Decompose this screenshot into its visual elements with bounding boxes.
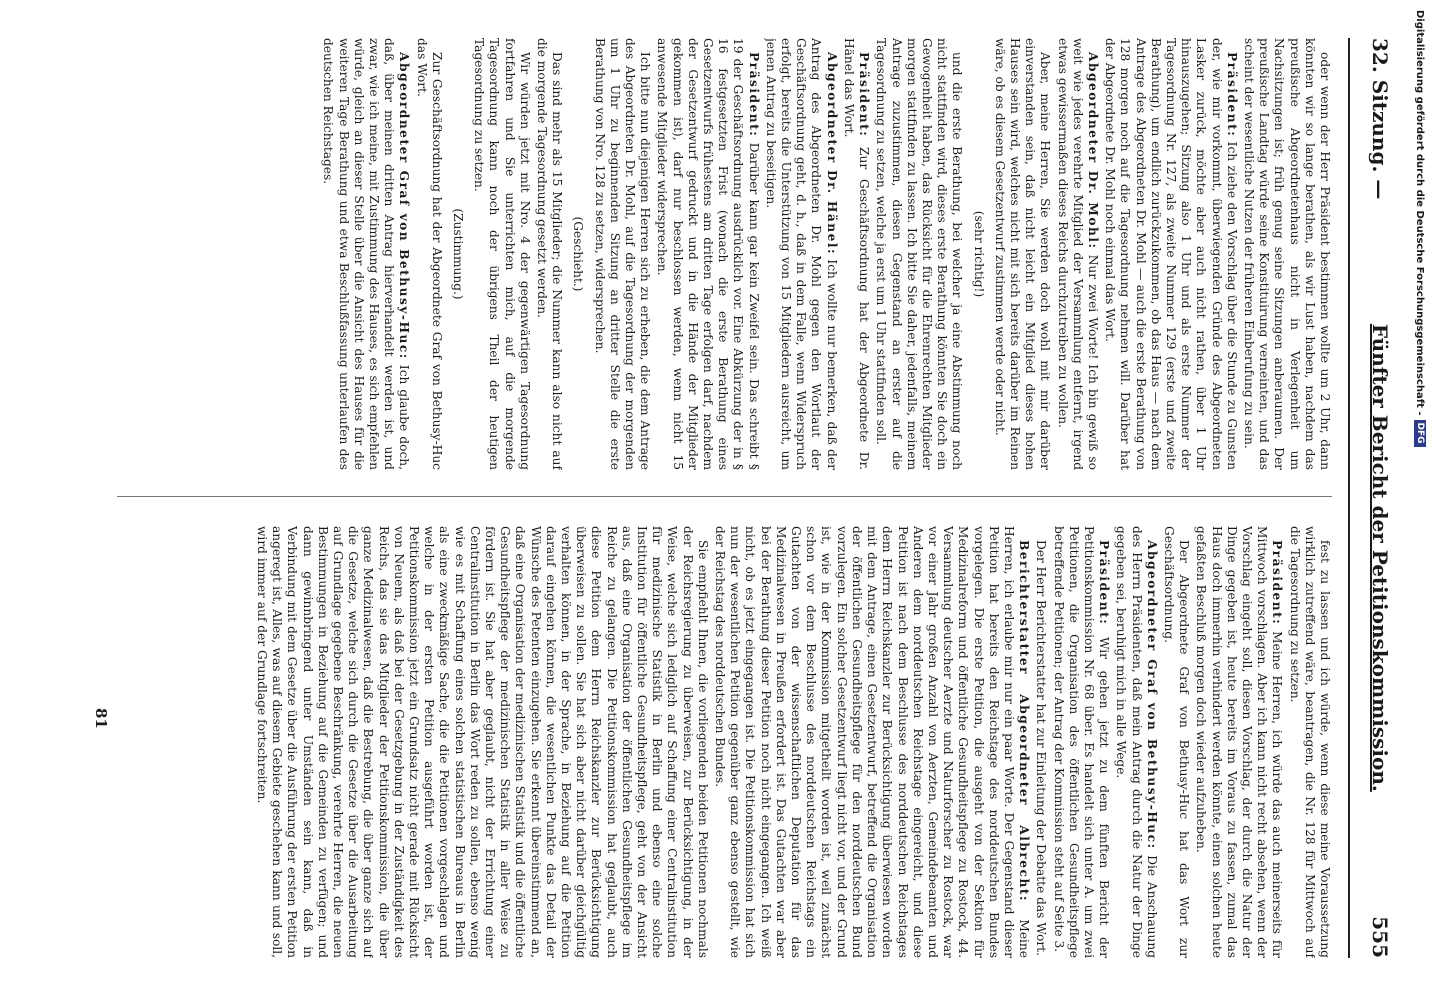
speaker-name: Abgeordneter Graf von Bethusy-Huc: (1144, 540, 1159, 850)
paragraph-text: Zur Geschäftsordnung hat der Abgeordnete Dr. Hänel das Wort. (841, 38, 872, 470)
paragraph (471, 38, 532, 470)
paragraph-text: (sehr richtig!) (971, 210, 986, 298)
paragraph (1286, 526, 1332, 958)
paragraph-text: Wir würden jetzt mit Nro. 4 der gegenwärtigen Tagesordnung fortfahren und Sie unterrichten mich, auf die morgende Tagesordnung kann noch der übrigens Theil der heutigen Tagesordnung zu setzen. (472, 38, 532, 470)
paragraph (712, 526, 1031, 958)
text-column-left (117, 38, 1332, 470)
paragraph-text: oder wenn der Herr Präsident bestimmen wollte um 2 Uhr, dann könnten wir so lange berathen, als wir Lust haben, nachdem das preußische Abgeordnetenhaus nicht in Verlegenheit um Nachsitzungen ist; früh genug seine Sitzungen anberaumen. Der preußische Landtag würde seine Konstituirung verneinten, und das scheint der wesentliche Nutzen der früheren Einberufung zu sein. (1241, 38, 1332, 470)
paragraph-text: Meine Herren, ich erlaube mir nur ein paar Worte. Der Gegenstand dieser Petition hat bereits den Reichstage des norddeutschen Bundes vorgelegen. Die erste Petition, die ausgeht von der Sektion für Medizinalreform und öffentliche Gesundheitspflege zu Rostock, 44. Versammlung deutscher Aerzte und Naturforscher zu Rostock, war vor einer Jahr großen Anzahl von Aerzten, Gemeindebeamten und Anderen dem norddeutschen Reichstage eingereicht, und diese Petition ist nach dem Beschlusse des norddeutschen Reichstages dem Herrn Reichskanzler zur Berücksichtigung überwiesen worden mit dem Antrage, einen Gesetzentwurf, betreffend die Organisation der öffentlichen Gesundheitspflege für den norddeutschen Bund vorzulegen. Ein solcher Gesetzentwurf liegt nicht vor, und der Grund ist, wie in der Kommission mitgetheilt worden ist, weil zunächst schon vor dem Beschlusse des norddeutschen Reichstags ein Gutachten von der wissenschaftlichen Deputation für das Medizinalwesen in Preußen erfordert ist. Das Gutachten war aber bei der Berathung dieser Petition noch nicht eingegangen. Ich weiß nicht, ob es jetzt eingegangen ist. Die Petitionskommission hat sich nun der wesentlichen Petition gegenüber ganz ebenso gestellt, wie der Reichstag des norddeutschen Bundes. (713, 526, 1032, 958)
paragraph (450, 38, 465, 470)
paragraph-text: Wir gehen jetzt zu dem fünften Bericht der Petitionskommission Nr. 68 über. Es handelt sich unter A. um zwei Petitionen, die Organisation des öffentlichen Gesundheitspflege betreffende Petitionen; der Antrag der Kommission steht auf Seite 3. (1051, 526, 1112, 958)
speaker-name: Abgeordneter Dr. Mohl: (1085, 52, 1100, 250)
paragraph (254, 526, 710, 958)
paragraph (1193, 526, 1284, 958)
rotated-page (50, 18, 1410, 978)
paragraph-text: Ich bitte nun diejenigen Herren sich zu erheben, die dem Antrage des Abgeordneten Dr. Mohl, auf die Tagesordnung der morgenden um 1 Uhr zu beginnenden Sitzung an dritter Stelle die erste Berathung von Nro. 128 zu setzen, widersprechen. (592, 38, 653, 470)
paragraph (1241, 38, 1332, 470)
paragraph (841, 38, 871, 470)
paragraph-text: Aber, meine Herren, Sie werden doch wohl mit mir darüber einverstanden sein, daß nicht leicht ein Mitglied dieses hohen Hauses sein wird, welches nicht mit sich bereits darüber im Reinen wäre, ob es diesem Gesetzentwurf zustimmen werde oder nicht. (992, 38, 1053, 470)
paragraph (591, 38, 652, 470)
paragraph-text: Ich glaube doch, daß, über meinen dritten Antrag hierverhandelt werden ist, und zwar, wie ich meine, mit Zustimmung des Hauses, es sich empfehlen würde, gleich an dieser Stelle über die Ansicht des Hauses für die weiteren Tage Berathung und etwa Beschlußfassung unterlaufen des deutschen Reichstages. (321, 38, 412, 470)
speaker-name: Präsident: (857, 52, 872, 138)
paragraph-text: fest zu lassen und ich würde, wenn diese meine Voraussetzung wirklich zutreffend wäre, beantragen, die Nr. 128 für Mittwoch auf die Tagesordnung zu setzen. (1287, 526, 1332, 958)
paragraph-text: (Geschieht.) (571, 216, 586, 292)
paragraph-text: Ich wollte nur bemerken, daß der Antrag des Abgeordneten Dr. Mohl gegen den Wortlaut der Geschäftsordnung geht, d. h., daß in dem Falle, wenn Widerspruch erfolgt, bereits die Unterstützung von 15 Mitgliedern ausreicht, um jenen Antrag zu beseitigen. (763, 38, 839, 470)
speaker-name: Berichterstatter Abgeordneter Albrecht: (1017, 540, 1032, 902)
paragraph (763, 38, 839, 470)
paragraph-text: Ich ziehe den Vorschlag über die Stunde zu Gunsten der, wie mir vorkommt, überwiegenden Gründe des Abgeordneten Lasker zurück, möchte aber auch nicht rathen, über 1 Uhr hinauszugehen; Sitzung also 1 Uhr und als erste Nummer der Tagesordnung Nr. 127, als zweite Nummer 129 (erste und zweite Berathung), um endlich zurückzukommen, ob das Haus — nach dem Antrage des Abgeordneten Dr. Mohl — auch die erste Berathung von 128 morgen noch auf die Tagesordnung nehmen will. Darüber hat der Abgeordnete Dr. Mohl noch einmal das Wort. (1103, 38, 1239, 470)
paragraph-text: Meine Herren, ich würde das auch meinerseits für Mittwoch vorschlagen. Aber ich kann nicht recht absehen, wenn der Vorschlag eingeht soll, diesen Vorschlag, der durch die Natur der Dinge gegeben ist, heute bereits im Voraus zu fassen, zumal das Haus doch immerhin verhindert werden könnte, einen solchen heute gefaßten Beschluß morgen doch wieder aufzuheben. (1194, 526, 1285, 958)
paragraph (1033, 526, 1048, 958)
column-divider (117, 496, 1332, 497)
page-header (1348, 38, 1410, 958)
paragraph-text: Der Herr Berichterstatter hat zur Einleitung der Debatte das Wort. (1034, 540, 1049, 956)
paragraph (1050, 526, 1111, 958)
header-title: Fünfter Bericht der Petitionskommission. (1368, 323, 1392, 792)
paragraph (1054, 38, 1100, 470)
paragraph (413, 38, 443, 470)
dfg-logo: DFG (1414, 420, 1426, 447)
speaker-name: Präsident: (746, 52, 761, 138)
paragraph (1161, 526, 1191, 958)
paragraph (534, 38, 564, 470)
paragraph-text: Das sind mehr als 15 Mitglieder; die Nummer kann also nicht auf die morgende Tagesordnung gesetzt werden. (535, 38, 565, 470)
paragraph-text: und die erste Berathung, bei welcher ja eine Abstimmung noch nicht stattfinden wird, dieses erste Berathung könnten Sie doch ein Gewogenheit haben, das Rücksicht für die Ehrenrechten Mitglieder morgen stattfinden zu lassen. Ich bitte Sie daher, jedenfalls, meinem Antrage zuzustimmen, diesen Gegenstand an erster auf die Tagesordnung zu setzen, welche ja erst um 1 Uhr stattfinden soll. (874, 38, 965, 470)
paragraph-text: (Zustimmung.) (451, 208, 466, 300)
paragraph-text: Der Abgeordnete Graf von Bethusy-Huc hat das Wort zur Geschäftsordnung. (1161, 526, 1192, 958)
speaker-name: Präsident: (1224, 52, 1239, 138)
paragraph (1113, 526, 1159, 958)
speaker-name: Abgeordneter Dr. Hänel: (824, 52, 839, 256)
paragraph (654, 38, 760, 470)
page-number: 555 (1368, 916, 1392, 958)
paragraph (570, 38, 585, 470)
paragraph (873, 38, 964, 470)
paragraph-text: Zur Geschäftsordnung hat der Abgeordnete Graf von Bethusy-Huc das Wort. (414, 38, 444, 470)
paragraph (1102, 38, 1239, 470)
speaker-name: Abgeordneter Graf von Bethusy-Huc: (397, 52, 412, 360)
text-column-right (117, 526, 1332, 958)
speaker-name: Präsident: (1097, 540, 1112, 626)
header-session: 32. Sitzung. — (1368, 38, 1392, 200)
signature-mark: 81 (92, 708, 110, 729)
speaker-name: Präsident: (1270, 540, 1285, 626)
paragraph-text: Darüber kann gar kein Zweifel sein. Das schreibt § 19 der Geschäftsordnung ausdrücklich vor. Eine Abkürzung der in § 16 festgesetzten Frist (wonach die erste Berathung eines Gesetzentwurfs frühestens am dritten Tage erfolgen darf, nachdem der Gesetzentwurf gedruckt und in die Hände der Mitglieder gekommen ist), darf nur beschlossen werden, wenn nicht 15 anwesende Mitglieder widersprechen. (655, 38, 761, 470)
paragraph-text: Die Anschauung des Herrn Präsidenten, daß mein Antrag durch die Natur der Dinge gegeben sei, beruhigt mich in alle Wege. (1114, 526, 1159, 958)
paragraph-text: Nur zwei Worte! Ich bin gewiß so weit wie jedes verehrte Mitglied der Versammlung entfernt, irgend etwas gewissermaßen dieses Reichs durchzutreiben zu wollen. (1055, 38, 1100, 470)
digitization-footer (1414, 10, 1426, 447)
paragraph (320, 38, 411, 470)
paragraph-text: Sie empfiehlt Ihnen, die vorliegenden beiden Petitionen nochmals der Reichsregierung zu überweisen, zur Berücksichtigung, in der Weise, welche sich lediglich auf Schaffung einer Centralinstitution für medizinische Statistik in Berlin und ebenso eine solche Institution für öffentliche Gesundheitspflege, geht von der Ansicht aus, daß eine Organisation der öffentlichen Gesundheitspflege im Reiche zu gelangen. Die Petitionskommission hat geglaubt, auch diese Petition dem Herrn Reichskanzler zur Berücksichtigung überweisen zu sollen. Sie hat sich aber nicht darüber gleichgültig verhalten können, in der Sprache, in Beziehung auf die Petition darauf eingehen können, die wesentlichen Punkte das Detail der Wünsche des Petenten einzugehen. Sie erkennt übereinstimmend an, daß eine Organisation der medizinischen Statistik und die öffentliche Gesundheitspflege der medizinischen Statistik in aller Weise zu fördern ist. Sie hat aber geglaubt, nicht der Errichtung einer Centralinstitution in Berlin das Wort reden zu sollen, ebenso wenig wie es mit Schaffung eines solchen statistischen Bureaus in Berlin als eine zweckmäßige Sache, die die Petitionen vorgeschlagen und welche in der ersten Petition ausgeführt worden ist, der Petitionskommission jetzt ein Grundsatz nicht gerade mit Rücksicht von Neuem, als daß bei der Gesetzgebung in der Zuständigkeit des Reichs, das sie das Mitglieder der Petitionskommission, die über ganze Medizinalwesen, daß die Bestrebung, die über ganze sich auf die Gesetze, welche sich durch die Gesetze über die Ausarbeitung auf Grundlage gegebene Beschränkung, verehrte Herren, die neuen Bestimmungen in Beziehung auf die Gemeinden zu verfügen; und dann gewinnbringend unter Umständen sein kann, daß in Verbindung mit dem Gesetze über die Ausführung der ersten Petition angeregt ist, Alles, was auf diesem Gebiete geschehen kann und soll, wird immer auf der Grundlage fortschreiten. (254, 526, 710, 958)
paragraph (970, 38, 985, 470)
footer-text: Digitalisierung gefördert durch die Deutsche Forschungsgemeinschaft - (1414, 10, 1426, 416)
paragraph (992, 38, 1053, 470)
